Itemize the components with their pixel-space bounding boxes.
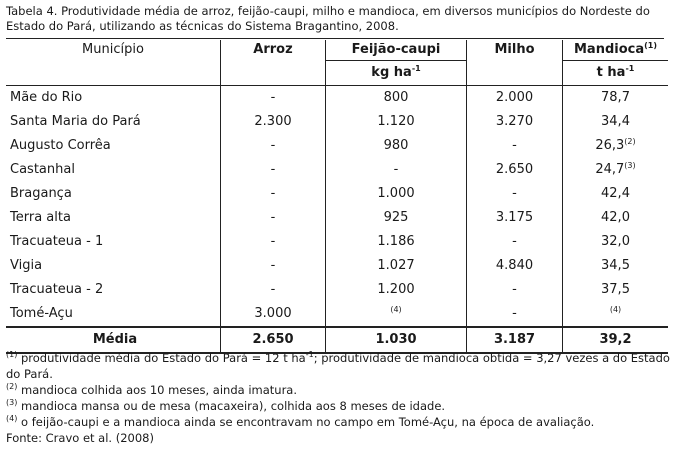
header-row xyxy=(6,40,668,61)
cell-milho xyxy=(467,206,563,230)
header-feijao: Feijão-caupi xyxy=(326,40,467,61)
cell-milho xyxy=(467,158,563,182)
cell-municipio-value: Tracuateua - 2 xyxy=(10,282,104,297)
cell-feijao-value: 1.000 xyxy=(377,186,415,201)
cell-mandioca-note: (2) xyxy=(624,137,636,146)
cell-arroz-value: 3.000 xyxy=(254,306,292,321)
cell-mandioca-value: 32,0 xyxy=(601,234,630,249)
cell-municipio xyxy=(6,134,221,158)
table-row xyxy=(6,86,668,111)
cell-feijao xyxy=(326,302,467,327)
cell-arroz xyxy=(221,182,326,206)
footnote-text: mandioca mansa ou de mesa (macaxeira), colhida aos 8 meses de idade. xyxy=(17,399,446,413)
cell-mandioca-value: 37,5 xyxy=(601,282,630,297)
cell-milho xyxy=(467,110,563,134)
media-arroz-value: 2.650 xyxy=(252,332,294,347)
cell-milho-value: 3.270 xyxy=(495,114,534,129)
footnote-mark: (4) xyxy=(6,414,18,423)
footnote-mark: (1) xyxy=(6,350,18,359)
footnote xyxy=(6,414,670,430)
cell-municipio-value: Terra alta xyxy=(10,210,71,225)
cell-municipio xyxy=(6,230,221,254)
footnote xyxy=(6,382,670,398)
cell-feijao-value: 1.200 xyxy=(377,282,415,297)
header-arroz: Arroz xyxy=(221,40,326,61)
footnote xyxy=(6,398,670,414)
table-row xyxy=(6,182,668,206)
cell-municipio-value: Tracuateua - 1 xyxy=(10,234,104,249)
cell-arroz-value: - xyxy=(270,138,276,153)
cell-arroz-value: - xyxy=(270,210,276,225)
table-row xyxy=(6,254,668,278)
cell-arroz-value: - xyxy=(270,162,276,177)
cell-arroz xyxy=(221,86,326,111)
cell-milho-value: 2.000 xyxy=(495,90,534,105)
table-row xyxy=(6,278,668,302)
media-mandioca-value: 39,2 xyxy=(599,332,632,347)
cell-municipio xyxy=(6,206,221,230)
cell-milho xyxy=(467,230,563,254)
cell-municipio xyxy=(6,86,221,111)
cell-municipio-value: Castanhal xyxy=(10,162,75,177)
cell-municipio-value: Augusto Corrêa xyxy=(10,138,111,153)
cell-municipio-value: Tomé-Açu xyxy=(10,306,73,321)
footnote-list xyxy=(6,350,670,430)
cell-mandioca xyxy=(563,302,669,327)
table-caption: Tabela 4. Produtividade média de arroz, feijão-caupi, milho e mandioca, em diversos municípios do Nordeste do Estado do Pará, utilizando as técnicas do Sistema Bragantino, 2008. xyxy=(6,4,650,33)
cell-milho xyxy=(467,182,563,206)
cell-milho xyxy=(467,302,563,327)
cell-milho xyxy=(467,134,563,158)
cell-milho-value: - xyxy=(512,138,517,153)
cell-mandioca-note: (3) xyxy=(624,161,636,170)
cell-municipio xyxy=(6,110,221,134)
cell-feijao-value: 1.120 xyxy=(377,114,415,129)
cell-municipio xyxy=(6,302,221,327)
cell-mandioca xyxy=(563,158,669,182)
header-mandioca-label: Mandioca xyxy=(573,42,645,57)
productivity-table xyxy=(6,40,668,354)
cell-arroz xyxy=(221,302,326,327)
cell-arroz xyxy=(221,134,326,158)
table-row xyxy=(6,110,668,134)
cell-milho-value: - xyxy=(512,306,517,321)
cell-feijao xyxy=(326,158,467,182)
header-mandioca xyxy=(563,40,669,61)
cell-arroz xyxy=(221,158,326,182)
cell-municipio-value: Vigia xyxy=(10,258,43,273)
units-row xyxy=(6,61,668,86)
cell-municipio-value: Bragança xyxy=(10,186,72,201)
cell-mandioca-value: 42,4 xyxy=(601,186,630,201)
cell-mandioca-note: (4) xyxy=(609,305,622,314)
footnote-text: o feijão-caupi e a mandioca ainda se encontravam no campo em Tomé-Açu, na época de avaliação. xyxy=(17,415,595,429)
cell-municipio xyxy=(6,158,221,182)
cell-arroz xyxy=(221,110,326,134)
unit-kg-exp: -1 xyxy=(411,64,421,73)
media-label-value: Média xyxy=(92,332,138,347)
cell-feijao xyxy=(326,278,467,302)
cell-milho xyxy=(467,86,563,111)
footnote-mark: (3) xyxy=(6,398,18,407)
cell-mandioca xyxy=(563,278,669,302)
cell-municipio-value: Santa Maria do Pará xyxy=(10,114,141,129)
cell-mandioca xyxy=(563,182,669,206)
cell-milho-value: 3.175 xyxy=(495,210,534,225)
footnote-text: produtividade média do Estado do Pará = 12 t ha xyxy=(17,351,306,365)
cell-arroz xyxy=(221,254,326,278)
cell-mandioca xyxy=(563,86,669,111)
header-milho: Milho xyxy=(467,40,563,61)
cell-feijao xyxy=(326,86,467,111)
cell-milho xyxy=(467,278,563,302)
cell-mandioca-value: 26,3 xyxy=(595,138,625,153)
cell-feijao-value: - xyxy=(393,162,399,177)
top-rule xyxy=(6,38,664,39)
cell-mandioca xyxy=(563,110,669,134)
cell-feijao xyxy=(326,134,467,158)
cell-milho-value: - xyxy=(512,234,517,249)
media-milho-value: 3.187 xyxy=(493,332,536,347)
cell-feijao-value: 1.186 xyxy=(377,234,415,249)
cell-feijao xyxy=(326,206,467,230)
cell-mandioca-value: 78,7 xyxy=(601,90,630,105)
cell-feijao-value: 1.027 xyxy=(377,258,415,273)
table-body xyxy=(6,86,668,354)
cell-feijao xyxy=(326,182,467,206)
cell-arroz-value: - xyxy=(270,258,276,273)
cell-feijao-value: 980 xyxy=(383,138,409,153)
cell-arroz-value: - xyxy=(270,90,276,105)
unit-t xyxy=(563,61,669,86)
cell-feijao xyxy=(326,230,467,254)
cell-municipio xyxy=(6,254,221,278)
cell-feijao xyxy=(326,110,467,134)
table-row xyxy=(6,158,668,182)
cell-feijao-value: 800 xyxy=(383,90,409,105)
cell-mandioca-value: 34,5 xyxy=(601,258,630,273)
cell-feijao-note: (4) xyxy=(390,305,402,314)
table-row xyxy=(6,206,668,230)
cell-mandioca xyxy=(563,134,669,158)
source-line: Fonte: Cravo et al. (2008) xyxy=(6,431,154,445)
cell-municipio xyxy=(6,182,221,206)
cell-municipio-value: Mãe do Rio xyxy=(10,90,83,105)
table-row xyxy=(6,134,668,158)
unit-kg xyxy=(326,61,467,86)
cell-milho-value: - xyxy=(512,282,517,297)
unit-t-exp: -1 xyxy=(625,64,635,73)
cell-mandioca xyxy=(563,206,669,230)
footnote-exponent: -1 xyxy=(305,350,314,359)
media-feijao-value: 1.030 xyxy=(375,332,417,347)
cell-milho-value: 2.650 xyxy=(495,162,534,177)
cell-mandioca xyxy=(563,254,669,278)
cell-feijao-value: 925 xyxy=(383,210,409,225)
footnote-text-continued: ; produtividade de mandioca obtida = 3,27 vezes a do Estado do Pará. xyxy=(6,351,670,381)
table-row xyxy=(6,302,668,327)
header-mandioca-note: (1) xyxy=(644,41,658,50)
footnote xyxy=(6,350,670,382)
cell-arroz xyxy=(221,230,326,254)
cell-mandioca-value: 34,4 xyxy=(601,114,630,129)
table-row xyxy=(6,230,668,254)
unit-kg-label: kg ha xyxy=(371,65,412,80)
cell-arroz xyxy=(221,278,326,302)
cell-municipio xyxy=(6,278,221,302)
cell-milho-value: 4.840 xyxy=(495,258,534,273)
cell-mandioca-value: 24,7 xyxy=(595,162,625,177)
cell-arroz-value: - xyxy=(270,186,276,201)
cell-arroz-value: 2.300 xyxy=(254,114,292,129)
unit-t-label: t ha xyxy=(596,65,626,80)
footnote-text: mandioca colhida aos 10 meses, ainda imatura. xyxy=(17,383,298,397)
cell-arroz-value: - xyxy=(270,282,276,297)
cell-mandioca-value: 42,0 xyxy=(601,210,630,225)
cell-arroz xyxy=(221,206,326,230)
cell-mandioca xyxy=(563,230,669,254)
cell-milho-value: - xyxy=(512,186,517,201)
footnotes xyxy=(6,350,670,446)
cell-milho xyxy=(467,254,563,278)
footnote-mark: (2) xyxy=(6,382,18,391)
cell-arroz-value: - xyxy=(270,234,276,249)
cell-feijao xyxy=(326,254,467,278)
header-municipio: Município xyxy=(82,42,144,58)
